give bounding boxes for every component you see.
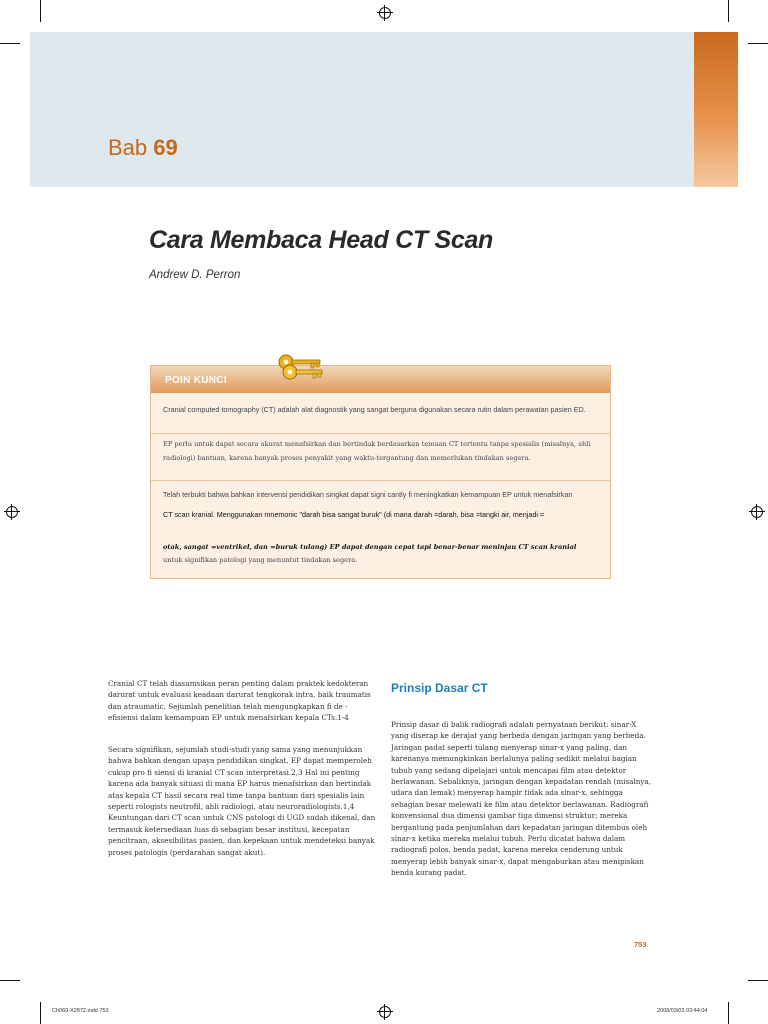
chapter-header-band bbox=[30, 32, 738, 187]
crop-mark bbox=[728, 0, 729, 22]
key-point-3b: CT scan kranial. Menggunakan mnemonic "darah bisa sangat buruk" (di mana darah =darah, bisa =tangki air, menjadi = bbox=[163, 510, 545, 519]
body-paragraph: Secara signifikan, sejumlah studi-studi yang sama yang menunjukkan bahwa bahkan dengan upaya pendidikan singkat, EP dapat memperoleh cukup pro fi siensi di kranial CT scan interpretasi.2,3 Hal ini penting karena ada banyak situasi di mana EP harus menafsirkan dan bertindak atas kepala CT hasil secara real time tanpa bantuan dari spesialis lain seperti rologists neutrofil, ahli radiologi, atau neuroradiologists.1,4 Keuntungan dari CT scan untuk CNS patologi di UGD sudah dikenal, dan termasuk ketersediaan luas di sebagian besar institusi, kecepatan pencitraan, aksesibilitas pasien, dan kepekaan untuk mendeteksi banyak proses patologis (perdarahan sangat akut). bbox=[108, 745, 376, 857]
page-title: Cara Membaca Head CT Scan bbox=[149, 226, 494, 254]
key-point-1: Cranial computed tomography (CT) adalah alat diagnostik yang sangat berguna digunakan secara rutin dalam perawatan pasien ED. bbox=[163, 405, 586, 414]
divider bbox=[151, 480, 610, 481]
crop-mark bbox=[748, 980, 768, 981]
chapter-word: Bab bbox=[108, 135, 148, 160]
body-paragraph: Prinsip dasar di balik radiografi adalah pernyataan berikut: sinar-X yang diserap ke derajat yang berbeda dengan jaringan yang berbeda. Jaringan padat seperti tulang menyerap sinar-x yang paling, dan karenanya memungkinkan berlalunya paling sedikit melalui bagian tubuh yang sedang dipelajari untuk mencapai film atau detektor berlawanan. Sebaliknya, jaringan dengan kepadatan rendah (misalnya, udara dan lemak) menyerap hampir tidak ada sinar-x, sehingga sebagian besar melewati ke film atau detektor berlawanan. Radiografi konvensional dua dimensi gambar tiga dimensi struktur; mereka bergantung pada penjumlahan dari kepadatan jaringan ditembus oleh sinar-x ketika mereka melalui tubuh. Perlu dicatat bahwa dalam radiografi polos, benda padat, karena mereka cenderung untuk menyerap lebih banyak sinar-x, dapat mengaburkan atau menipiskan benda kurang padat. bbox=[391, 720, 651, 878]
key-point-3d: untuk signifikan patologi yang menuntut tindakan segera. bbox=[163, 556, 358, 564]
divider bbox=[151, 433, 610, 434]
chapter-number: 69 bbox=[153, 135, 178, 160]
crop-mark bbox=[40, 1002, 41, 1024]
registration-mark-icon bbox=[379, 1006, 391, 1018]
body-paragraph: Cranial CT telah diasumsikan peran penting dalam praktek kedokteran darurat untuk evaluasi keadaan darurat tengkorak intra, baik traumatis dan atraumatic. Sejumlah penelitian telah mengungkapkan fi de -efisiensi dalam kemampuan EP untuk menafsirkan kepala CTs.1-4 bbox=[108, 679, 371, 723]
chapter-accent-bar bbox=[694, 32, 738, 187]
keys-icon bbox=[277, 350, 327, 386]
author: Andrew D. Perron bbox=[149, 269, 241, 281]
crop-mark bbox=[0, 980, 20, 981]
registration-mark-icon bbox=[751, 506, 763, 518]
key-point-2: EP perlu untuk dapat secara akurat menafsirkan dan bertindak berdasarkan temuan CT tertentu tanpa spesialis (misalnya, ahli radiologi) bantuan, karena banyak proses penyakit yang waktu-tergantung dan memerlukan tindakan segera. bbox=[163, 440, 591, 462]
crop-mark bbox=[0, 43, 20, 44]
key-point-3c: otak, sangat =ventrikel, dan =buruk tulang) EP dapat dengan cepat tapi benar-benar meninjau CT scan kranial bbox=[163, 543, 577, 551]
crop-mark bbox=[748, 43, 768, 44]
key-points-heading: POIN KUNCI bbox=[151, 366, 610, 393]
crop-mark bbox=[728, 1002, 729, 1024]
page-number: 753 bbox=[634, 940, 647, 949]
date-slug: 2008/03/03 03:44:04 bbox=[657, 1008, 708, 1014]
registration-mark-icon bbox=[379, 7, 391, 19]
crop-mark bbox=[40, 0, 41, 22]
chapter-label bbox=[108, 135, 178, 161]
section-heading: Prinsip Dasar CT bbox=[391, 681, 488, 695]
registration-mark-icon bbox=[6, 506, 18, 518]
key-point-3a: Telah terbukti bahwa bahkan intervensi pendidikan singkat dapat signi cantly fi meningkatkan kemampuan EP untuk menafsirkan bbox=[163, 490, 573, 499]
key-points-box bbox=[150, 365, 611, 579]
file-slug: Ch069-X2872.indd 753 bbox=[52, 1008, 109, 1014]
